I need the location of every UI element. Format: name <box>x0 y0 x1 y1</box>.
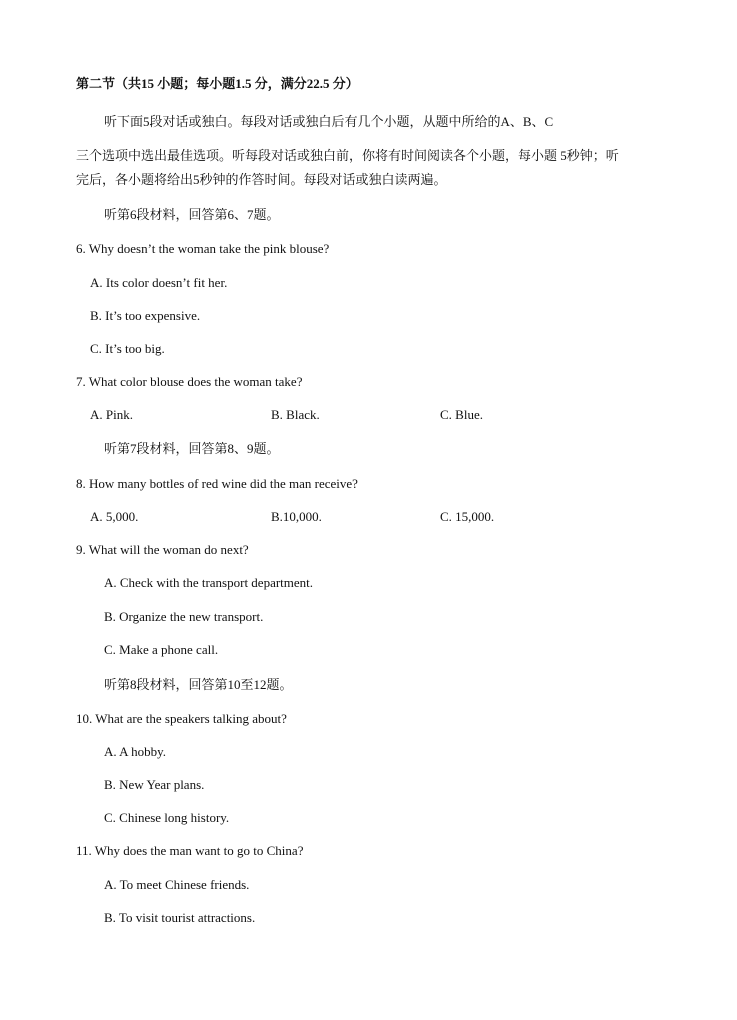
question-7-option-c: C. Blue. <box>440 407 483 422</box>
instructions-line-2: 三个选项中选出最佳选项。听每段对话或独白前，你将有时间阅读各个小题，每小题 5秒钟；听 <box>76 148 619 163</box>
question-11-option-a: A. To meet Chinese friends. <box>104 877 250 892</box>
question-9-option-c: C. Make a phone call. <box>104 642 219 657</box>
question-10-stem: 10. What are the speakers talking about? <box>76 711 287 726</box>
question-10-option-c: C. Chinese long history. <box>104 810 230 825</box>
question-9-option-a: A. Check with the transport department. <box>104 575 314 590</box>
question-6-option-c: C. It’s too big. <box>90 341 165 356</box>
instructions-line-3: 完后，各小题将给出5秒钟的作答时间。每段对话或独白读两遍。 <box>76 172 447 187</box>
question-6-stem: 6. Why doesn’t the woman take the pink blouse? <box>76 241 330 256</box>
question-9-option-b: B. Organize the new transport. <box>104 609 264 624</box>
material-6-intro: 听第6段材料，回答第6、7题。 <box>104 207 280 222</box>
question-8-option-b: B.10,000. <box>271 509 322 524</box>
question-8-option-a: A. 5,000. <box>90 509 139 524</box>
question-6-option-a: A. Its color doesn’t fit her. <box>90 275 228 290</box>
question-8-stem: 8. How many bottles of red wine did the man receive? <box>76 476 358 491</box>
question-7-option-a: A. Pink. <box>90 407 133 422</box>
question-11-stem: 11. Why does the man want to go to China? <box>76 843 304 858</box>
question-9-stem: 9. What will the woman do next? <box>76 542 249 557</box>
material-8-intro: 听第8段材料，回答第10至12题。 <box>104 677 293 692</box>
question-11-option-b: B. To visit tourist attractions. <box>104 910 256 925</box>
question-8-option-c: C. 15,000. <box>440 509 495 524</box>
question-10-option-b: B. New Year plans. <box>104 777 205 792</box>
question-7-stem: 7. What color blouse does the woman take? <box>76 374 303 389</box>
question-10-option-a: A. A hobby. <box>104 744 166 759</box>
instructions-line-1: 听下面5段对话或独白。每段对话或独白后有几个小题，从题中所给的A、B、C <box>104 114 554 129</box>
material-7-intro: 听第7段材料，回答第8、9题。 <box>104 441 280 456</box>
question-7-option-b: B. Black. <box>271 407 320 422</box>
section-heading: 第二节（共15 小题；每小题1.5 分，满分22.5 分） <box>76 76 359 91</box>
question-6-option-b: B. It’s too expensive. <box>90 308 201 323</box>
